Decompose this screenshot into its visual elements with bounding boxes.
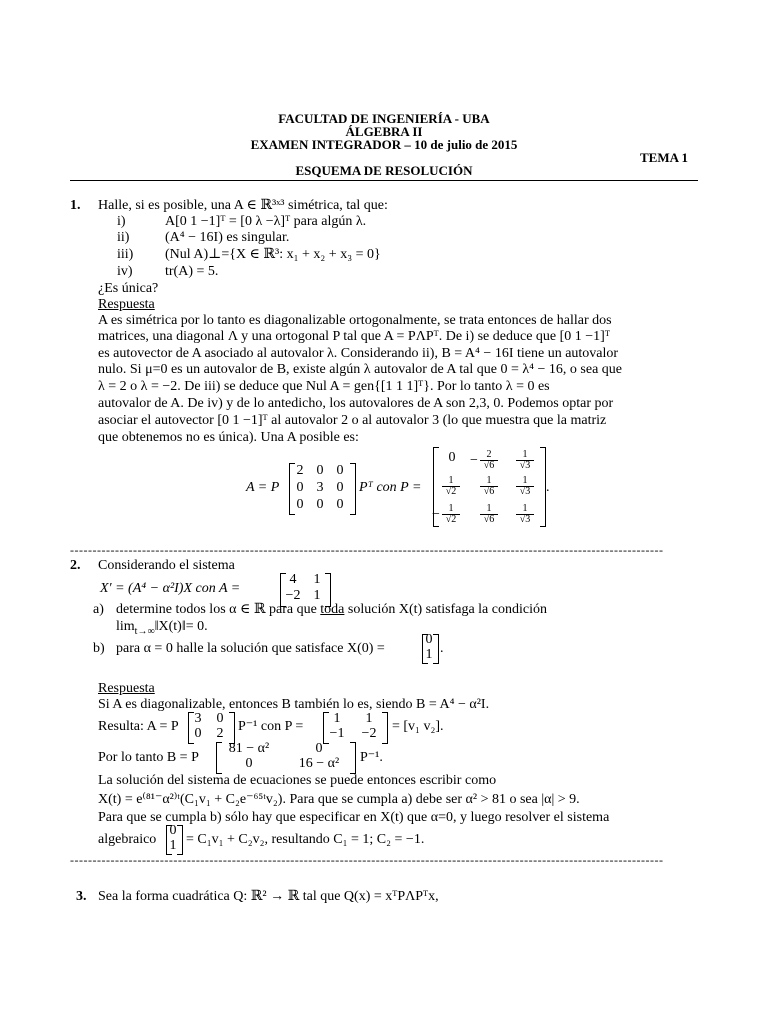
matrix-cell: 0 [336, 463, 344, 478]
denominator: √3 [519, 514, 531, 525]
denominator: √6 [483, 486, 495, 497]
p-matrix-entry [478, 476, 502, 498]
matrix-cell: 0 [336, 497, 344, 512]
divider: ------------------------------------------------------------------------------------------------------------------------------------ [70, 854, 664, 866]
numerator: 1 [516, 504, 534, 515]
course-title: ÁLGEBRA II [345, 124, 423, 139]
matrix-cell: 1 [313, 572, 321, 587]
matrix-cell: −2 [285, 588, 301, 603]
result-mid: P⁻¹ con P = [238, 719, 304, 734]
numerator: 1 [480, 504, 498, 515]
answer-line: matrices, una diagonal Λ y una ortogonal P tal que A = PΛPᵀ. De i) se deduce que [0 1 −1]ᵀ [98, 329, 610, 344]
part-a-underlined: toda [320, 602, 345, 617]
p-matrix-entry [514, 504, 538, 526]
part-a-text-2: solución X(t) satisfaga la condición [347, 602, 547, 617]
vector-cell: 1 [425, 647, 433, 662]
part-a-text-1: determine todos los α ∈ ℝ para que [116, 602, 317, 617]
bracket-right [229, 712, 235, 744]
fraction [480, 504, 498, 525]
problem-1-question: ¿Es única? [98, 281, 159, 296]
answer-line: nulo. Si μ=0 es un autovalor de B, existe algún λ autovalor de A tal que 0 = λ⁴ − 16, o sea que [98, 362, 623, 377]
problem-2-intro: Considerando el sistema [98, 558, 235, 573]
numerator: 1 [442, 504, 460, 515]
matrix-cell: 0 [316, 497, 324, 512]
limit-sub: t→∞ [134, 625, 155, 637]
fraction [516, 476, 534, 497]
part-a-limit [116, 619, 208, 640]
denominator: √3 [519, 460, 531, 471]
matrix-cell: 1 [365, 711, 373, 726]
matrix-cell: −2 [361, 726, 377, 741]
p-matrix-entry [514, 450, 538, 472]
matrix-cell: −1 [329, 726, 345, 741]
p-matrix-entry [470, 449, 502, 472]
matrix-cell: 0 [296, 480, 304, 495]
header-rule [70, 180, 698, 181]
answer-line: asociar el autovector [0 1 −1]ᵀ al autovalor 2 o al autovalor 3 (lo que muestra que la matriz [98, 413, 607, 428]
answer-line: X(t) = e⁽⁸¹⁻α²⁾ᵗ(C₁v₁ + C₂e⁻⁶⁵ᵗv₂). Para que se cumpla a) debe ser α² > 81 o sea |α| > 9. [98, 792, 580, 807]
answer-line: Si A es diagonalizable, entonces B también lo es, siendo B = A⁴ − α²I. [98, 697, 490, 712]
p-matrix-entry [440, 450, 464, 472]
part-b-label: b) [93, 641, 105, 656]
answer-line: A es simétrica por lo tanto es diagonalizable ortogonalmente, se trata entonces de hallar dos [98, 313, 612, 328]
limit-word: lim [116, 619, 135, 634]
fraction [442, 476, 460, 497]
p-matrix-entry [432, 503, 464, 526]
matrix-cell: 2 [296, 463, 304, 478]
p-matrix-entry [478, 504, 502, 526]
matrix-cell: 0 [245, 756, 253, 771]
numerator: 1 [442, 476, 460, 487]
fraction [516, 450, 534, 471]
bracket-right [177, 825, 183, 855]
matrix-cell: 1 [333, 711, 341, 726]
problem-2-number: 2. [70, 558, 81, 573]
minus-sign: − [470, 453, 478, 468]
matrix-cell: 1 [313, 588, 321, 603]
matrix-cell: 0 [448, 450, 456, 465]
tema-label: TEMA 1 [640, 150, 689, 165]
fraction [480, 450, 498, 471]
vector-cell: 1 [169, 838, 177, 853]
matrix-cell: 3 [316, 480, 324, 495]
eq-prefix: A = P [246, 480, 280, 495]
numerator: 2 [480, 450, 498, 461]
numerator: 1 [516, 450, 534, 461]
item-text: (Nul A)⊥={X ∈ ℝ³: x₁ + x₂ + x₃ = 0} [165, 247, 381, 262]
minus-sign: − [432, 507, 440, 522]
result-end: = [v₁ v₂]. [392, 719, 444, 734]
exam-title: EXAMEN INTEGRADOR – 10 de julio de 2015 [250, 137, 518, 152]
denominator: √6 [483, 514, 495, 525]
faculty-title: FACULTAD DE INGENIERÍA - UBA [278, 111, 490, 126]
problem-1-intro: Halle, si es posible, una A ∈ ℝ³ˣ³ simétrica, tal que: [98, 198, 388, 213]
item-label: i) [117, 214, 126, 229]
b-end: P⁻¹. [360, 750, 383, 765]
item-label: iv) [117, 264, 133, 279]
answer-line: es autovector de A asociado al autovalor λ. Considerando ii), B = A⁴ − 16I tiene un autovalor [98, 346, 619, 361]
problem-1-number: 1. [70, 198, 81, 213]
bracket-right [382, 712, 388, 744]
part-a-text [116, 602, 547, 618]
item-text: (A⁴ − 16I) es singular. [165, 230, 290, 245]
item-text: tr(A) = 5. [165, 264, 219, 279]
numerator: 1 [480, 476, 498, 487]
result-prefix: Resulta: A = P [98, 719, 179, 734]
answer-label: Respuesta [98, 681, 155, 696]
numerator: 1 [516, 476, 534, 487]
algebraic-prefix: algebraico [98, 832, 157, 847]
denominator: √2 [445, 486, 457, 497]
p-matrix-entry [514, 476, 538, 498]
matrix-cell: 0 [296, 497, 304, 512]
eq-mid: Pᵀ con P = [359, 480, 422, 495]
bracket-right [350, 463, 356, 515]
b-prefix: Por lo tanto B = P [98, 750, 199, 765]
item-text: A[0 1 −1]ᵀ = [0 λ −λ]ᵀ para algún λ. [165, 214, 367, 229]
answer-line: La solución del sistema de ecuaciones se puede entonces escribir como [98, 773, 497, 788]
divider: ------------------------------------------------------------------------------------------------------------------------------------ [70, 544, 664, 556]
fraction [442, 504, 460, 525]
item-label: iii) [117, 247, 134, 262]
answer-line: que obtenemos no es única). Una A posible es: [98, 430, 359, 445]
p-matrix-entry [440, 476, 464, 498]
matrix-cell: 4 [289, 572, 297, 587]
vector-cell: 0 [169, 823, 177, 838]
eq-end: . [546, 480, 550, 495]
matrix-cell: 0 [194, 726, 202, 741]
answer-line: λ = 2 o λ = −2. De iii) se deduce que Nul A = gen{[1 1 1]ᵀ}. Por lo tanto λ = 0 es [98, 379, 550, 394]
matrix-cell: 16 − α² [298, 756, 340, 771]
part-a-label: a) [93, 602, 104, 617]
matrix-cell: 0 [336, 480, 344, 495]
part-b-text: para α = 0 halle la solución que satisface X(0) = [116, 641, 385, 656]
algebraic-rest: = C₁v₁ + C₂v₂, resultando C₁ = 1; C₂ = −1. [186, 832, 425, 847]
problem-3-number: 3. [76, 889, 87, 904]
answer-label: Respuesta [98, 297, 155, 312]
matrix-cell: 81 − α² [228, 741, 270, 756]
fraction [480, 476, 498, 497]
part-b-end: . [440, 641, 444, 656]
subtitle: ESQUEMA DE RESOLUCIÓN [295, 163, 473, 178]
matrix-cell: 0 [216, 711, 224, 726]
item-label: ii) [117, 230, 130, 245]
problem-3-text: Sea la forma cuadrática Q: ℝ² → ℝ tal que Q(x) = xᵀPΛPᵀx, [98, 889, 439, 904]
bracket-right [350, 742, 356, 774]
matrix-cell: 2 [216, 726, 224, 741]
system-equation: X′ = (A⁴ − α²I)X con A = [100, 581, 241, 596]
vector-cell: 0 [425, 632, 433, 647]
answer-line: autovalor de A. De iv) y de lo antedicho, los autovalores de A son 2,3, 0. Podemos optar por [98, 396, 614, 411]
bracket-right [433, 634, 439, 664]
denominator: √6 [483, 460, 495, 471]
denominator: √3 [519, 486, 531, 497]
matrix-cell: 0 [315, 741, 323, 756]
denominator: √2 [445, 514, 457, 525]
matrix-cell: 3 [194, 711, 202, 726]
matrix-cell: 0 [316, 463, 324, 478]
fraction [516, 504, 534, 525]
limit-rest: ‖X(t)‖= 0. [154, 619, 208, 634]
answer-line: Para que se cumpla b) sólo hay que especificar en X(t) que α=0, y luego resolver el sistema [98, 810, 610, 825]
